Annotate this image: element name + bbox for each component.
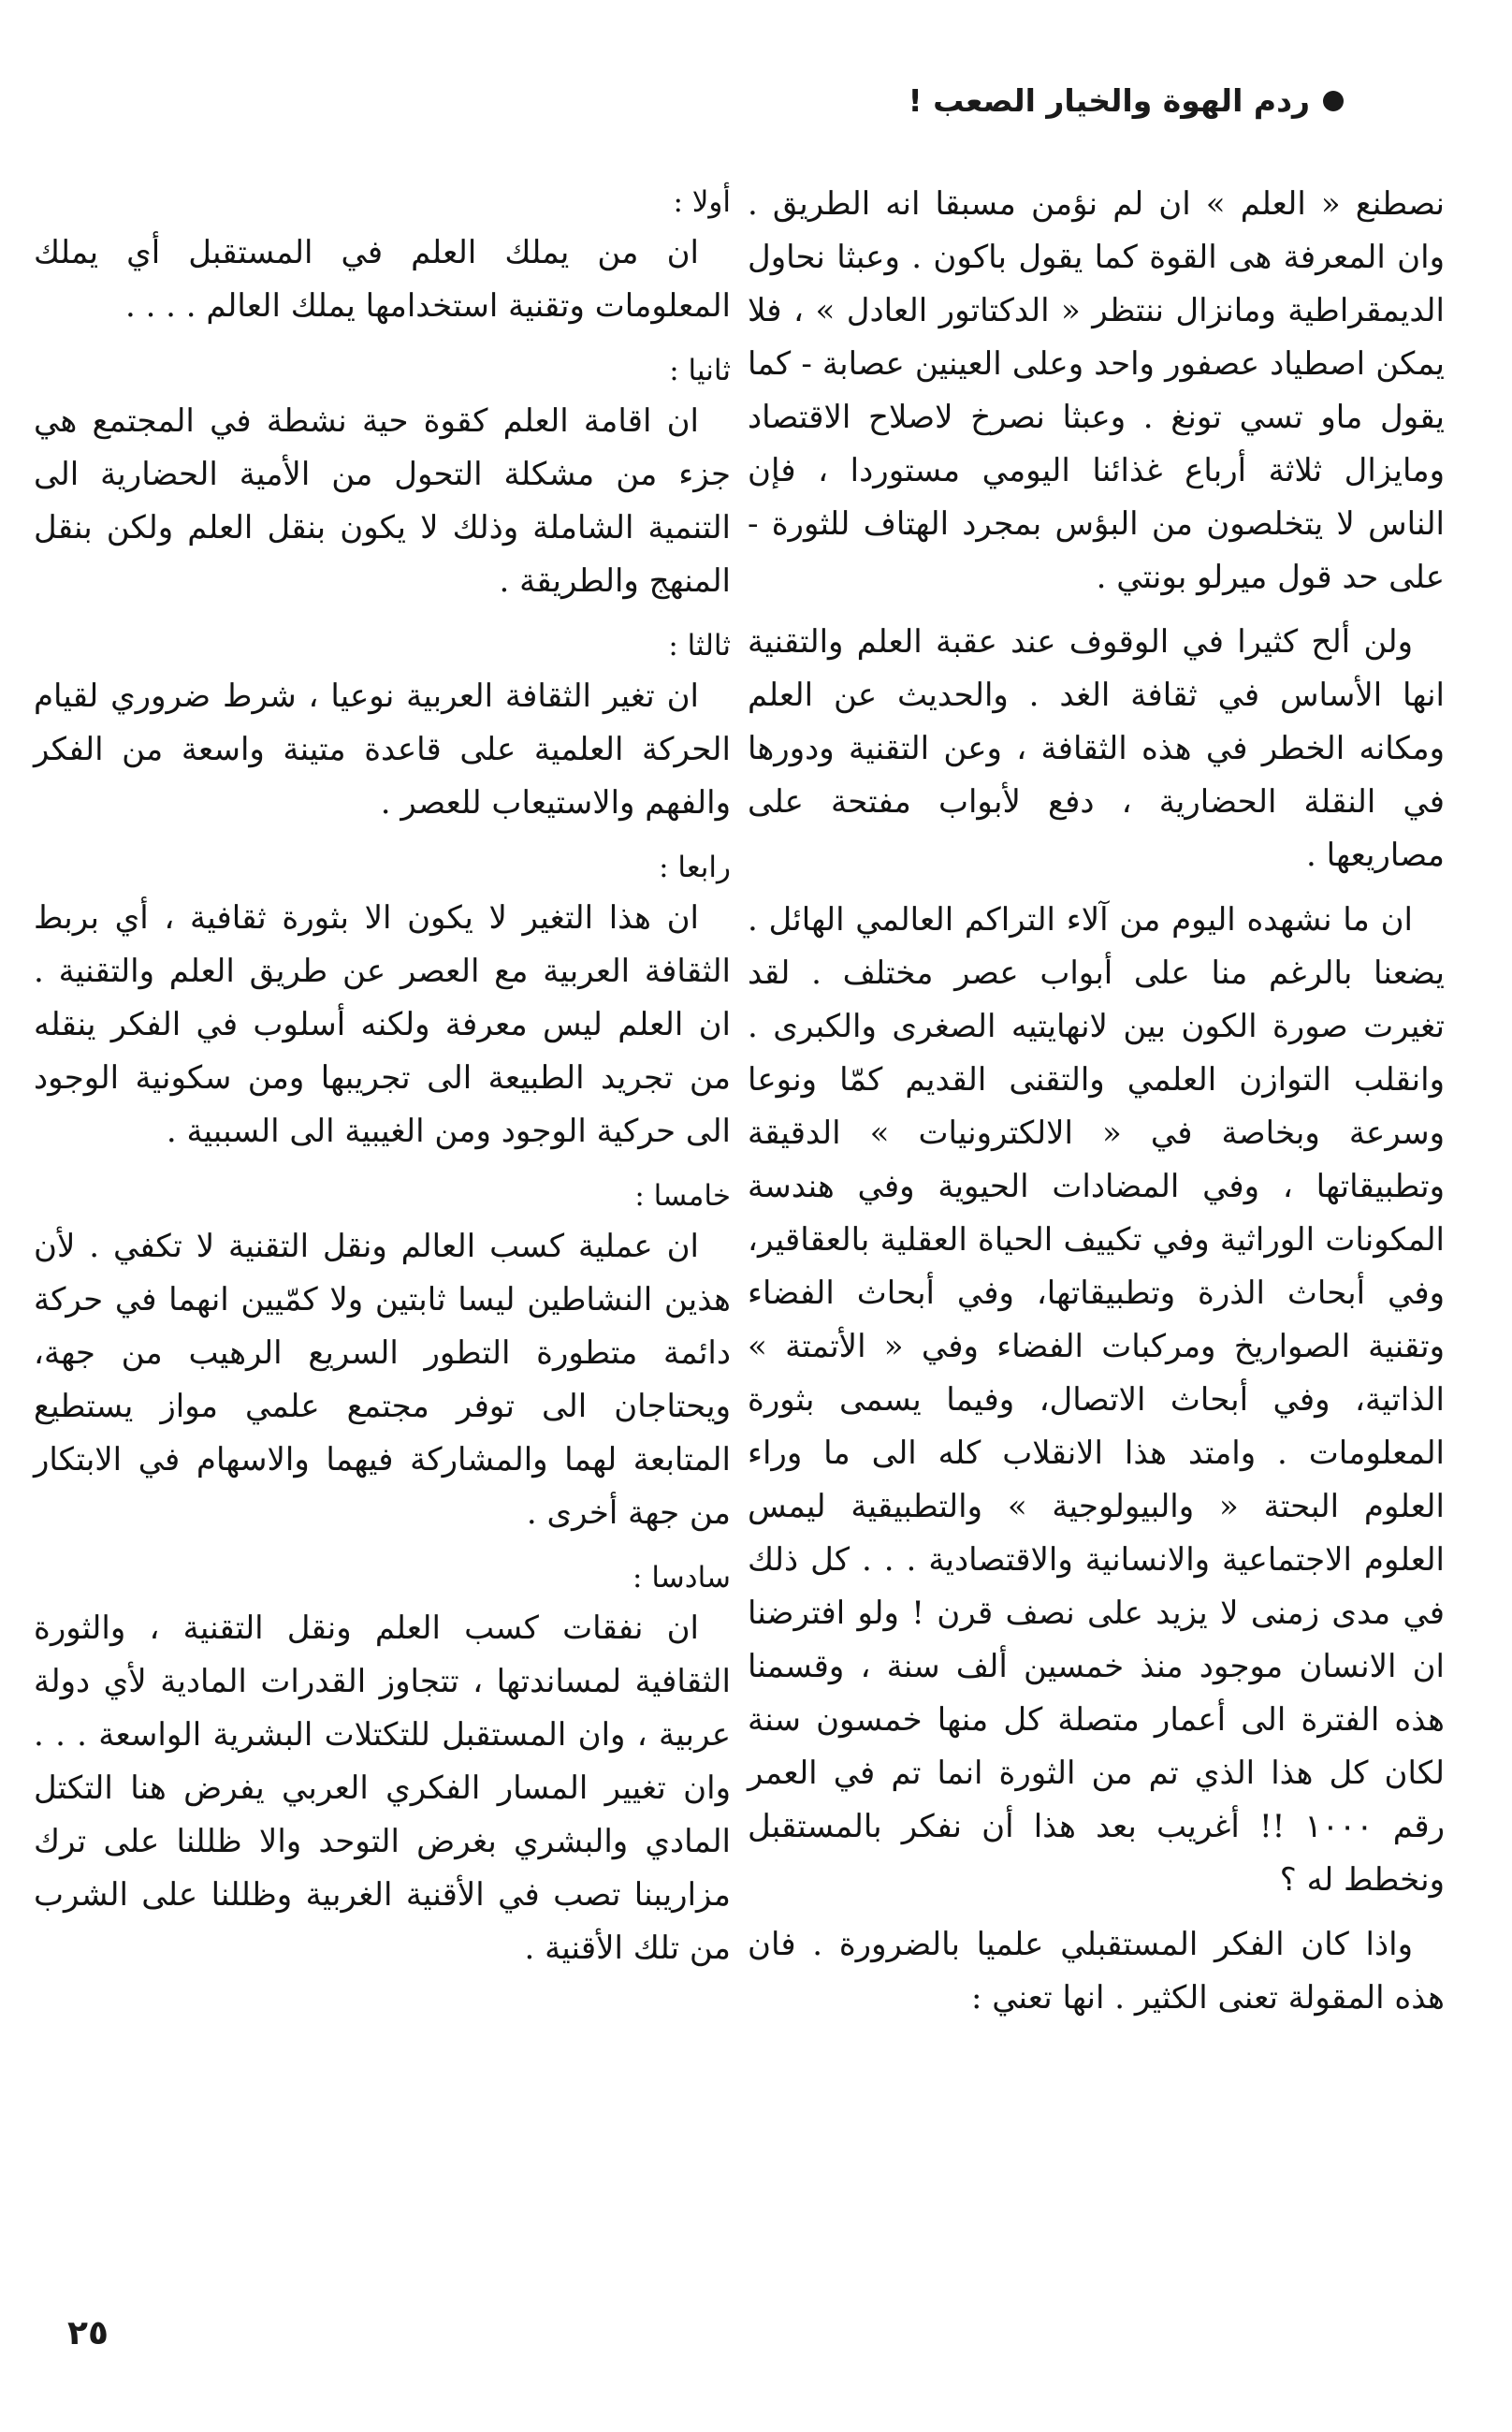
list-item [34, 1172, 731, 1540]
paragraph: واذا كان الفكر المستقبلي علميا بالضرورة . فان هذه المقولة تعنى الكثير . انها تعني : [748, 1926, 1445, 2017]
list-item [34, 1553, 731, 1975]
bullet-icon [1323, 91, 1344, 111]
list-item [34, 178, 731, 333]
item-text: ان تغير الثقافة العربية نوعيا ، شرط ضروري لقيام الحركة العلمية على قاعدة متينة واسعة من الفكر والفهم والاستيعاب للعصر . [34, 677, 731, 822]
page-title: ردم الهوة والخيار الصعب ! [908, 82, 1310, 119]
page-number: ٢٥ [67, 2314, 109, 2352]
paragraph: نصطنع « العلم » ان لم نؤمن مسبقا انه الطريق . وان المعرفة هى القوة كما يقول باكون . وعبثا نحاول الديمقراطية ومانزال ننتظر « الدكتاتور العادل » ، فلا يمكن اصطياد عصفور واحد وعلى العينين عصابة - كما يقول ماو تسي تونغ . وعبثا نصرخ لاصلاح الاقتصاد ومايزال ثلاثة أرباع غذائنا اليومي مستوردا ، فإن الناس لا يتخلصون من البؤس بمجرد الهتاف للثورة - على حد قول ميرلو بونتي . [748, 185, 1445, 596]
page-header [909, 82, 1344, 119]
item-text: ان عملية كسب العالم ونقل التقنية لا تكفي . لأن هذين النشاطين ليسا ثابتين ولا كمّيين انهما في حركة دائمة متطورة التطور السريع الرهيب من جهة، ويحتاجان الى توفر مجتمع علمي مواز يستطيع المتابعة لهما والمشاركة فيهما والاسهام في الابتكار من جهة أخرى . [34, 1228, 731, 1532]
list-item [34, 346, 731, 608]
right-column [748, 178, 1445, 2036]
list-item [34, 843, 731, 1158]
item-heading: سادسا : [632, 1561, 731, 1595]
paragraph: ولن ألح كثيرا في الوقوف عند عقبة العلم والتقنية انها الأساس في ثقافة الغد . والحديث عن العلم ومكانه الخطر في هذه الثقافة ، وعن التقنية ودورها في النقلة الحضارية ، دفع لأبواب مفتحة على مصاريعها . [748, 623, 1445, 874]
paragraph: ان ما نشهده اليوم من آلاء التراكم العالمي الهائل . يضعنا بالرغم منا على أبواب عصر مختلف . لقد تغيرت صورة الكون بين لانهايتيه الصغرى والكبرى . وانقلب التوازن العلمي والتقنى القديم كمّا ونوعا وسرعة وبخاصة في « الالكترونيات » الدقيقة وتطبيقاتها ، وفي المضادات الحيوية وفي هندسة المكونات الوراثية وفي تكييف الحياة العقلية بالعقاقير، وفي أبحاث الذرة وتطبيقاتها، وفي أبحاث الفضاء وتقنية الصواريخ ومركبات الفضاء وفي « الأتمتة » الذاتية، وفي أبحاث الاتصال، وفيما يسمى بثورة المعلومات . وامتد هذا الانقلاب كله الى ما وراء العلوم البحتة « والبيولوجية » والتطبيقية ليمس العلوم الاجتماعية والانسانية والاقتصادية . . . كل ذلك في مدى زمنى لا يزيد على نصف قرن ! ولو افترضنا ان الانسان موجود منذ خمسين ألف سنة ، وقسمنا هذه الفترة الى أعمار متصلة كل منها خمسون سنة لكان كل هذا الذي تم من الثورة انما تم في العمر رقم ١٠٠٠ !! أغريب بعد هذا أن نفكر بالمستقبل ونخطط له ؟ [748, 901, 1446, 1899]
item-text: ان هذا التغير لا يكون الا بثورة ثقافية ، أي بربط الثقافة العربية مع العصر عن طريق العلم والتقنية . ان العلم ليس معرفة ولكنه أسلوب في الفكر ينقله من تجريد الطبيعة الى تجريبها ومن سكونية الوجود الى حركية الوجود ومن الغيبية الى السببية . [34, 899, 731, 1150]
item-heading: ثالثا : [668, 629, 731, 663]
item-text: ان نفقات كسب العلم ونقل التقنية ، والثورة الثقافية لمساندتها ، تتجاوز القدرات المادية لأي دولة عربية ، وان المستقبل للتكتلات البشرية الواسعة . . . وان تغيير المسار الفكري العربي يفرض هنا التكتل المادي والبشري بغرض التوحد والا ظللنا على ترك مزاريبنا تصب في الأقنية الغربية وظللنا على الشرب من تلك الأقنية . [34, 1609, 731, 1967]
item-heading: خامسا : [634, 1179, 731, 1213]
item-text: ان اقامة العلم كقوة حية نشطة في المجتمع هي جزء من مشكلة التحول من الأمية الحضارية الى التنمية الشاملة وذلك لا يكون بنقل العلم ولكن بنقل المنهج والطريقة . [34, 402, 732, 600]
left-column [34, 178, 731, 1988]
item-heading: أولا : [673, 185, 731, 219]
item-heading: رابعا : [659, 851, 731, 884]
list-item [34, 621, 731, 830]
item-text: ان من يملك العلم في المستقبل أي يملك المعلومات وتقنية استخدامها يملك العالم . . . . [34, 234, 731, 325]
item-heading: ثانيا : [669, 354, 731, 387]
